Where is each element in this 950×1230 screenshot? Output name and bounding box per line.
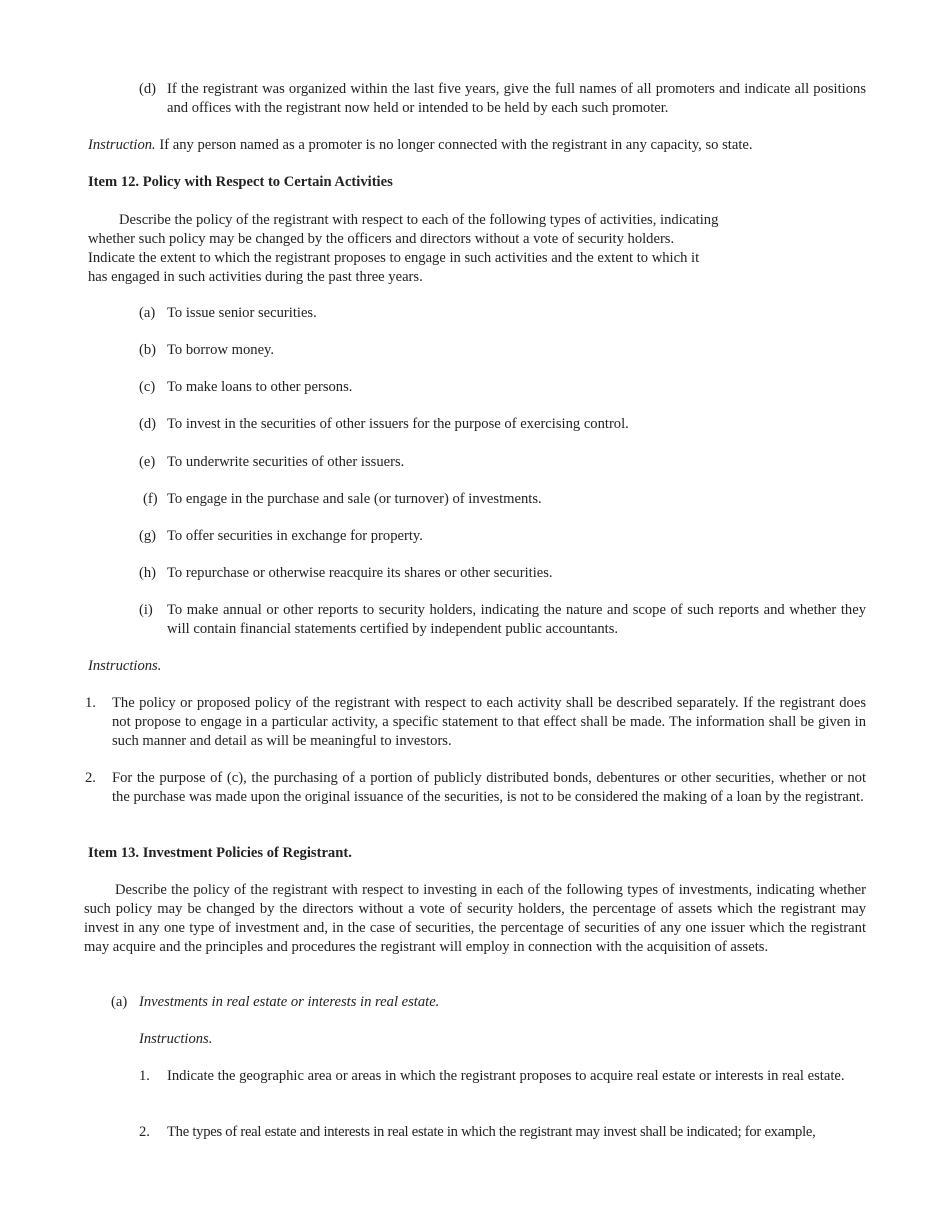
list-label: 1. [139, 1068, 150, 1084]
item12-heading: Item 12. Policy with Respect to Certain Activities [88, 174, 393, 190]
instruction-item [85, 694, 866, 751]
list-text: To offer securities in exchange for property. [167, 528, 423, 544]
intro-line: whether such policy may be changed by the officers and directors without a vote of security holders. [88, 231, 675, 247]
list-label: (a) [111, 994, 128, 1010]
instruction-item [139, 1123, 866, 1142]
list-text: To invest in the securities of other issuers for the purpose of exercising control. [167, 416, 629, 432]
intro-line: Indicate the extent to which the registrant proposes to engage in such activities and the extent to which it [88, 250, 700, 266]
activity-item [139, 378, 866, 397]
list-label: (e) [139, 454, 156, 470]
list-label: (d) [139, 81, 157, 97]
list-text: To make loans to other persons. [167, 379, 353, 395]
activity-item [139, 564, 866, 583]
list-label: (f) [143, 491, 158, 507]
activity-item [139, 415, 866, 434]
activity-item [139, 601, 866, 639]
activity-item [139, 304, 866, 323]
activity-item [139, 527, 866, 546]
list-label: (a) [139, 305, 156, 321]
list-text: To underwrite securities of other issuers. [167, 454, 405, 470]
instruction-text: If any person named as a promoter is no longer connected with the registrant in any capacity, so state. [155, 137, 753, 153]
item13-instructions-label: Instructions. [139, 1031, 213, 1047]
item13-a [111, 993, 866, 1012]
item11-instruction [88, 136, 868, 155]
list-label: (c) [139, 379, 156, 395]
activity-item [139, 453, 866, 472]
instruction-label: Instruction. [88, 137, 156, 153]
list-text: The policy or proposed policy of the registrant with respect to each activity shall be described separately. If the registrant does not propose to engage in a particular activity, a specific statement to that effect shall be made. The information shall be given in such manner and detail as will be meaningful to investors. [112, 695, 866, 749]
list-label: (h) [139, 565, 157, 581]
instruction-item [85, 769, 866, 807]
list-label: 2. [85, 770, 96, 786]
item12-intro [88, 211, 788, 287]
list-text: Indicate the geographic area or areas in which the registrant proposes to acquire real estate or interests in real estate. [167, 1068, 845, 1084]
list-text: If the registrant was organized within the last five years, give the full names of all promoters and indicate all positions and offices with the registrant now held or intended to be held by each such promoter. [167, 81, 866, 116]
list-text: To repurchase or otherwise reacquire its shares or other securities. [167, 565, 553, 581]
list-text: Investments in real estate or interests in real estate. [139, 994, 440, 1010]
list-label: 2. [139, 1124, 150, 1140]
list-text: To borrow money. [167, 342, 275, 358]
intro-line: has engaged in such activities during the past three years. [88, 269, 423, 285]
list-label: (b) [139, 342, 157, 358]
list-text: To make annual or other reports to security holders, indicating the nature and scope of such reports and whether they will contain financial statements certified by independent public accountants. [167, 602, 866, 637]
item12-instructions-label: Instructions. [88, 658, 162, 674]
item13-heading: Item 13. Investment Policies of Registrant. [88, 845, 352, 861]
activity-item [139, 341, 866, 360]
list-label: (i) [139, 602, 153, 618]
activity-item [143, 490, 866, 509]
list-text: To issue senior securities. [167, 305, 317, 321]
list-label: 1. [85, 695, 96, 711]
item13-intro: Describe the policy of the registrant with respect to investing in each of the following types of investments, indicating whether such policy may be changed by the directors without a vote of security holders, the percentage of assets which the registrant may invest in any one type of investment and, in the case of securities, the percentage of securities of any one issuer which the registrant may acquire and the principles and procedures the registrant will employ in connection with the acquisition of assets. [84, 882, 866, 955]
list-label: (d) [139, 416, 157, 432]
list-label: (g) [139, 528, 157, 544]
list-text: For the purpose of (c), the purchasing of a portion of publicly distributed bonds, debentures or other securities, whether or not the purchase was made upon the original issuance of the securities, is not to be considered the making of a loan by the registrant. [112, 770, 866, 805]
instruction-item [139, 1067, 866, 1086]
list-text: The types of real estate and interests in real estate in which the registrant may invest shall be indicated; for example, [167, 1124, 816, 1140]
intro-line: Describe the policy of the registrant with respect to each of the following types of activities, indicating [119, 212, 719, 228]
item11-d-paragraph [139, 80, 866, 118]
list-text: To engage in the purchase and sale (or turnover) of investments. [167, 491, 542, 507]
